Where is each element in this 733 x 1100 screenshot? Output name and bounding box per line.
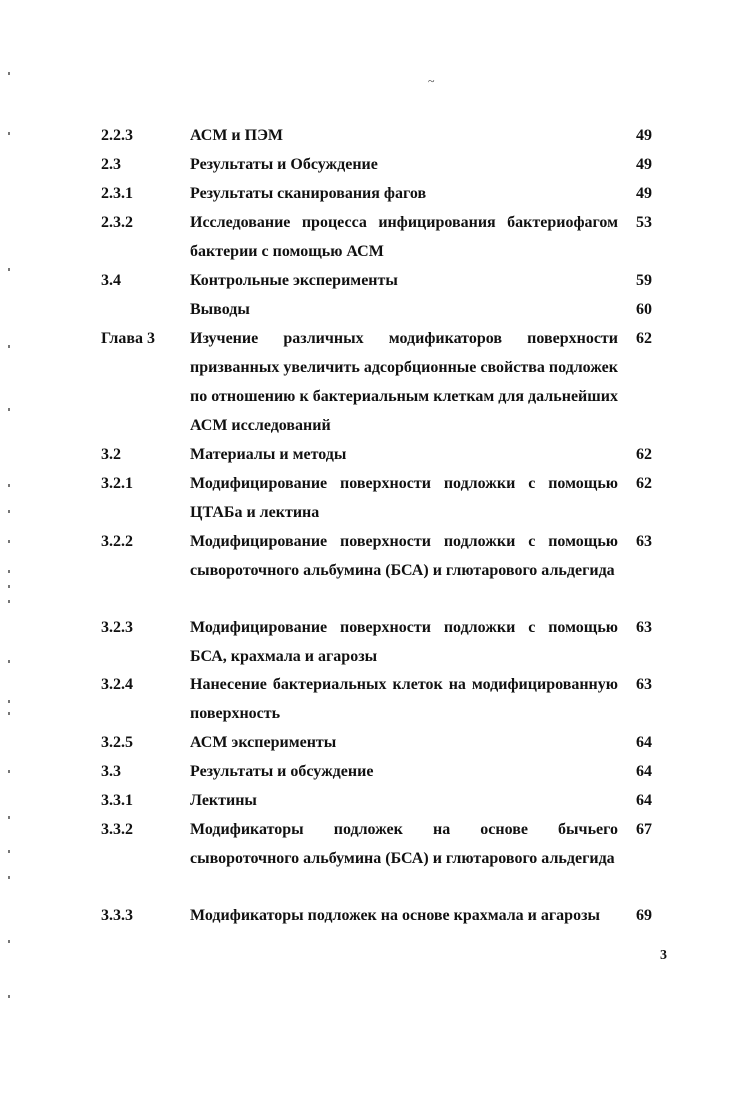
scan-speck: [8, 850, 10, 853]
toc-entry-number: 3.2.1: [101, 475, 133, 492]
toc-entry-page: 64: [636, 763, 652, 780]
page-number: 3: [660, 948, 667, 963]
scan-speck: [8, 132, 10, 135]
toc-entry-title: Материалы и методы: [190, 446, 347, 463]
toc-entry-number: Глава 3: [101, 330, 155, 347]
toc-entry-title: Контрольные эксперименты: [190, 272, 398, 289]
toc-entry-page: 49: [636, 185, 652, 202]
toc-entry-title: Модификаторы подложек на основе бычьего сывороточного альбумина (БСА) и глютарового альдегида: [190, 821, 618, 867]
scan-speck: [8, 510, 10, 513]
toc-entry-number: 2.3: [101, 156, 121, 173]
toc-entry-title: Модифицирование поверхности подложки с помощью ЦТАБа и лектина: [190, 475, 618, 521]
toc-entry-page: 63: [636, 676, 652, 693]
toc-entry-page: 63: [636, 533, 652, 550]
toc-entry-number: 3.4: [101, 272, 121, 289]
toc-entry-page: 64: [636, 792, 652, 809]
toc-entry-page: 59: [636, 272, 652, 289]
scan-speck: [8, 540, 10, 543]
toc-entry-title: Результаты и Обсуждение: [190, 156, 378, 173]
toc-entry-page: 62: [636, 446, 652, 463]
toc-entry-page: 63: [636, 619, 652, 636]
toc-entry-page: 69: [636, 907, 652, 924]
toc-entry-number: 2.3.2: [101, 214, 133, 231]
toc-entry-number: 3.2.5: [101, 734, 133, 751]
toc-entry-number: 3.3.1: [101, 792, 133, 809]
toc-entry-page: 53: [636, 214, 652, 231]
scan-speck: [8, 268, 10, 271]
scan-speck: [8, 816, 10, 819]
toc-entry-page: 64: [636, 734, 652, 751]
toc-entry-number: 3.2.3: [101, 619, 133, 636]
scan-speck: [8, 876, 10, 879]
scan-speck: [8, 585, 10, 588]
scan-speck: [8, 770, 10, 773]
scan-speck: [8, 72, 10, 75]
toc-entry-number: 2.3.1: [101, 185, 133, 202]
toc-entry-number: 2.2.3: [101, 127, 133, 144]
toc-entry-number: 3.3.2: [101, 821, 133, 838]
toc-entry-title: Выводы: [190, 301, 250, 318]
toc-entry-page: 67: [636, 821, 652, 838]
toc-entry-title: Исследование процесса инфицирования бактериофагом бактерии с помощью АСМ: [190, 214, 618, 260]
toc-entry-number: 3.2.2: [101, 533, 133, 550]
scan-speck: [8, 570, 10, 573]
toc-entry-page: 62: [636, 475, 652, 492]
toc-entry-title: Модифицирование поверхности подложки с помощью сывороточного альбумина (БСА) и глютарового альдегида: [190, 533, 618, 579]
toc-entry-page: 62: [636, 330, 652, 347]
scan-mark: ~: [428, 74, 435, 88]
toc-entry-title: Результаты сканирования фагов: [190, 185, 427, 202]
toc-entry-title: АСМ и ПЭМ: [190, 127, 284, 144]
toc-entry-title: Лектины: [190, 792, 257, 809]
toc-entry-title: Модификаторы подложек на основе крахмала и агарозы: [190, 907, 600, 924]
toc-entry-page: 60: [636, 301, 652, 318]
toc-entry-title: Нанесение бактериальных клеток на модифицированную поверхность: [190, 676, 618, 722]
scan-speck: [8, 345, 10, 348]
toc-entry-number: 3.3: [101, 763, 121, 780]
toc-entry-number: 3.2.4: [101, 676, 133, 693]
toc-entry-number: 3.2: [101, 446, 121, 463]
toc-entry-number: 3.3.3: [101, 907, 133, 924]
scan-speck: [8, 600, 10, 603]
scan-speck: [8, 995, 10, 998]
scan-speck: [8, 660, 10, 663]
toc-entry-title: Изучение различных модификаторов поверхности призванных увеличить адсорбционные свойства подложек по отношению к бактериальным клеткам для дальнейших АСМ исследований: [190, 330, 618, 434]
scan-speck: [8, 940, 10, 943]
toc-entry-title: АСМ эксперименты: [190, 734, 337, 751]
toc-entry-title: Результаты и обсуждение: [190, 763, 374, 780]
toc-entry-title: Модифицирование поверхности подложки с помощью БСА, крахмала и агарозы: [190, 619, 618, 665]
toc-entry-page: 49: [636, 127, 652, 144]
scan-speck: [8, 700, 10, 703]
scan-speck: [8, 408, 10, 411]
scan-speck: [8, 712, 10, 715]
toc-entry-page: 49: [636, 156, 652, 173]
scan-speck: [8, 484, 10, 487]
